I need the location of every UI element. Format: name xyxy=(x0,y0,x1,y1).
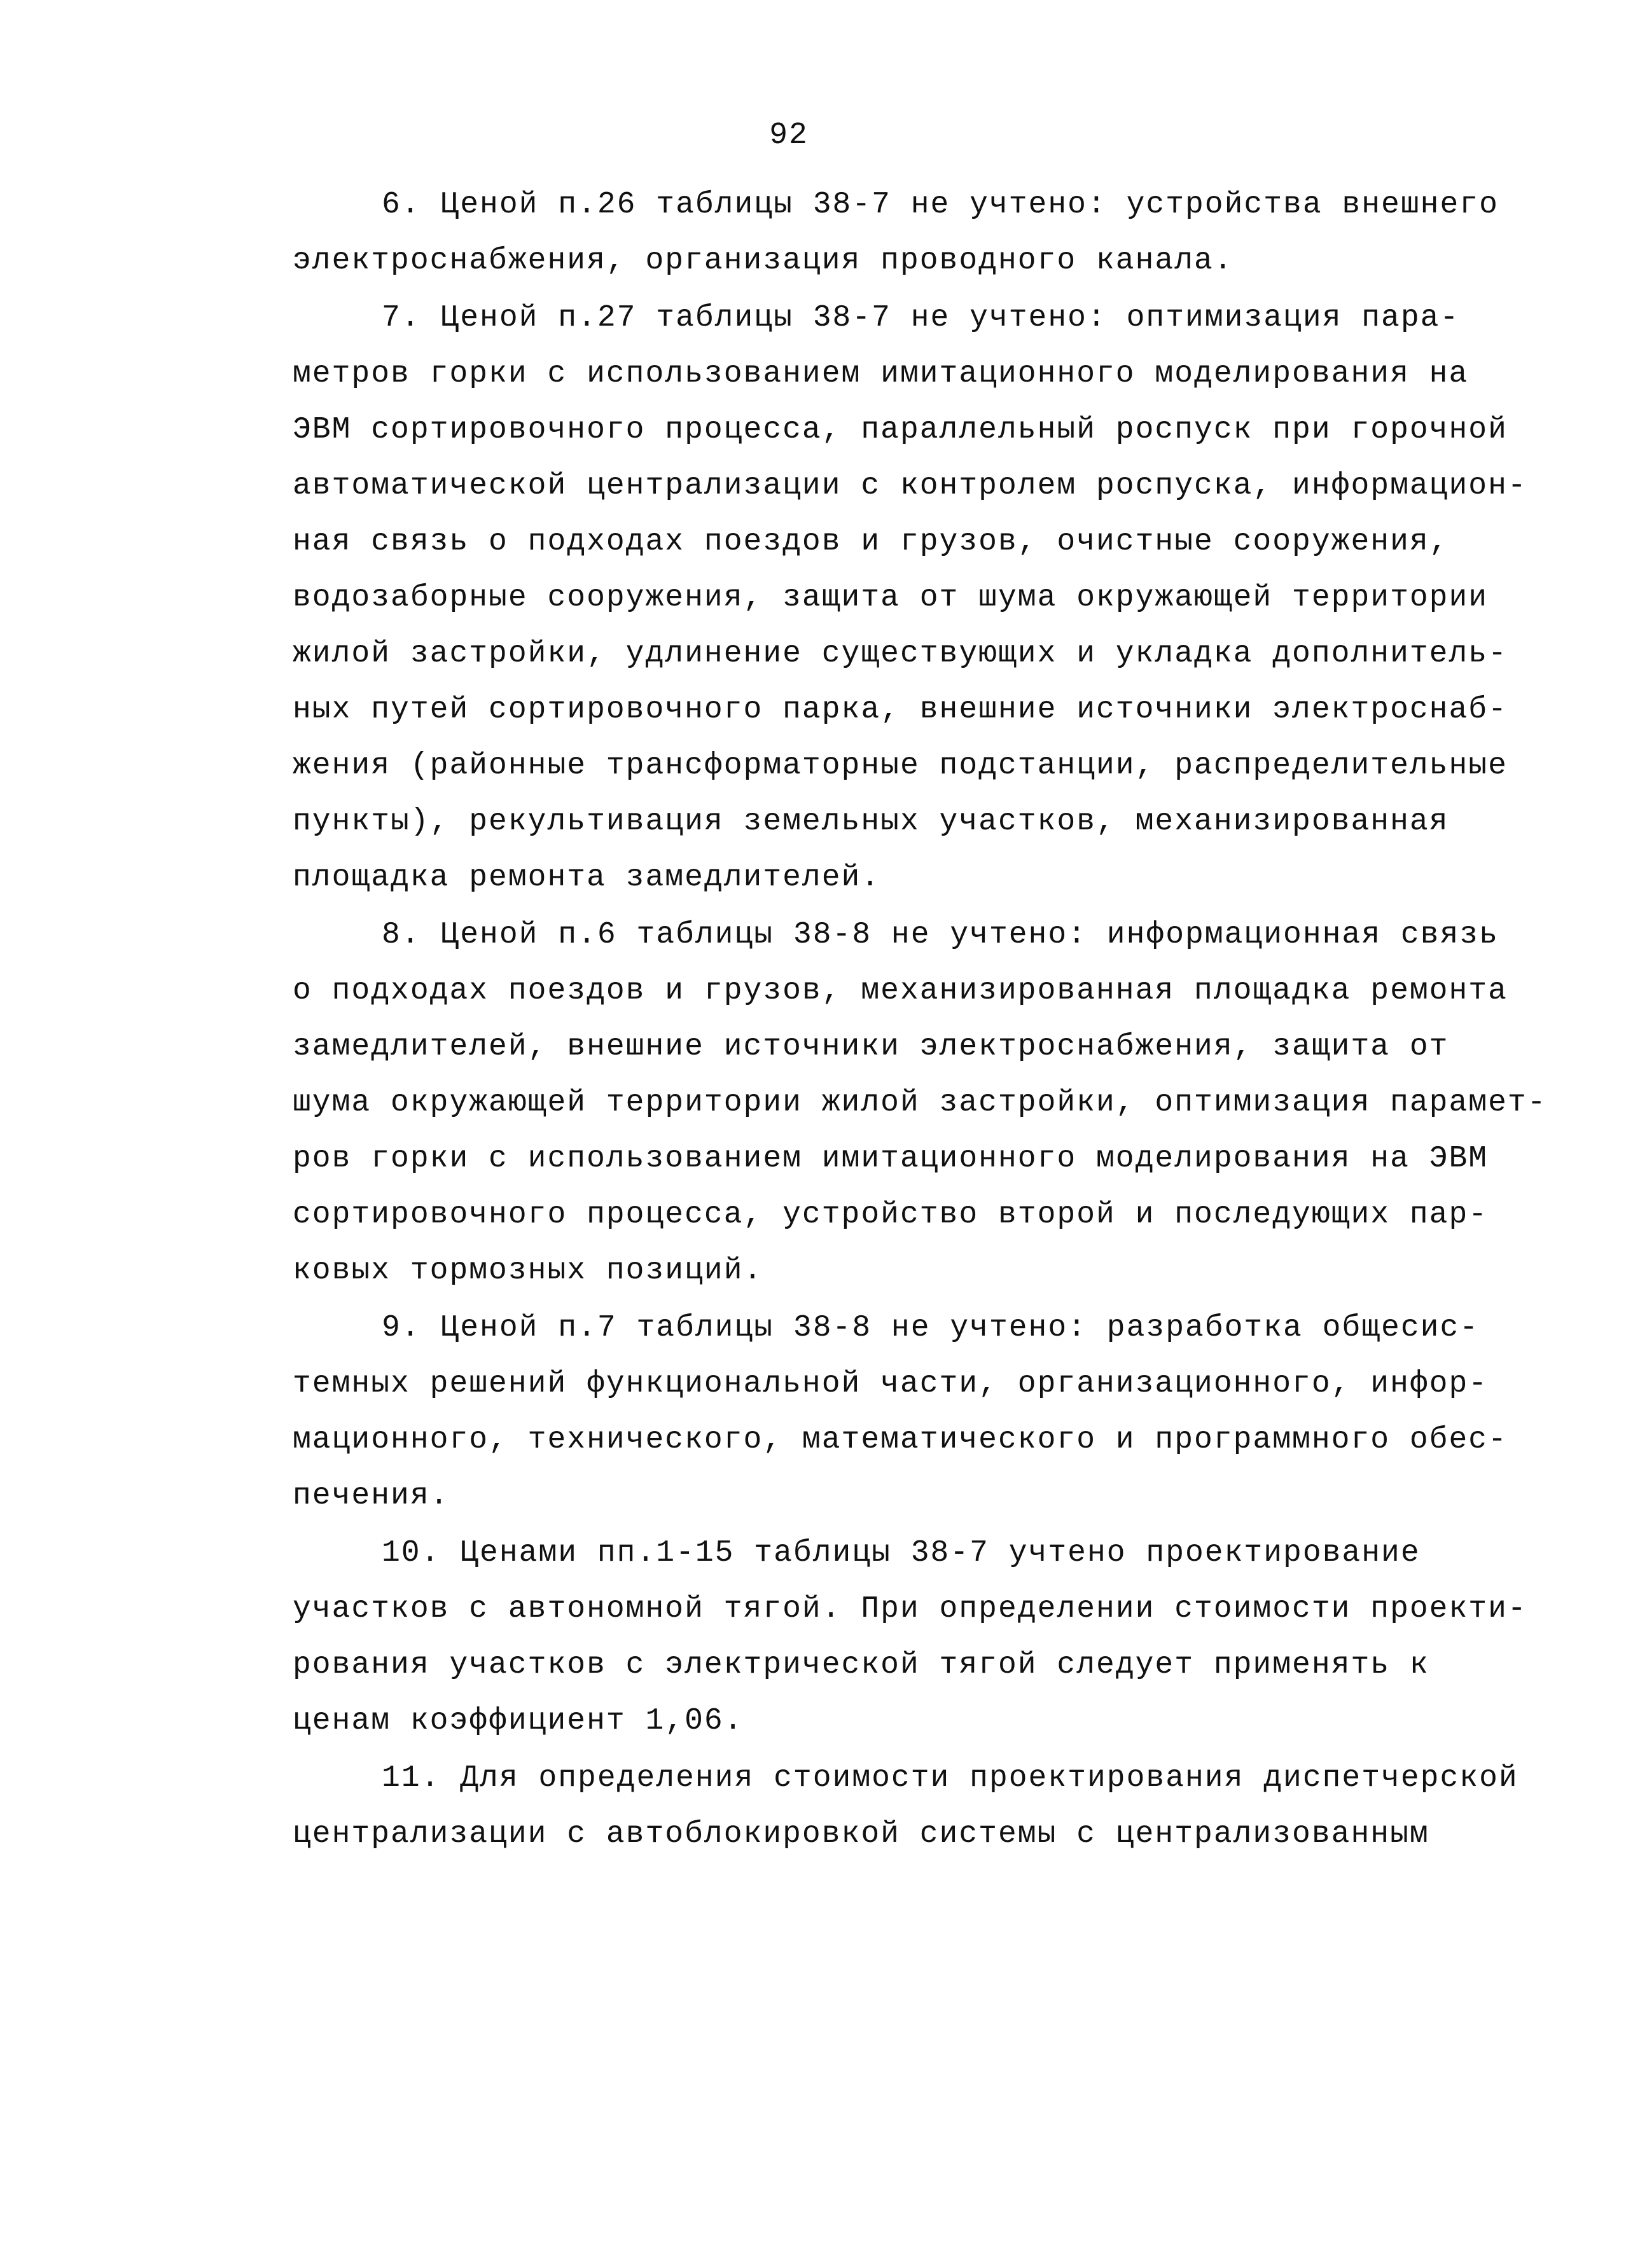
text-line: 11. Для определения стоимости проектирования диспетчерской xyxy=(382,1761,1518,1795)
text-line: 7. Ценой п.27 таблицы 38-7 не учтено: оптимизация пара- xyxy=(382,301,1460,335)
text-line: 9. Ценой п.7 таблицы 38-8 не учтено: разработка общесис- xyxy=(382,1311,1480,1345)
text-line: сортировочного процесса, устройство второй и последующих пар- xyxy=(293,1198,1489,1232)
text-line: ЭВМ сортировочного процесса, параллельный роспуск при горочной xyxy=(293,413,1508,447)
text-line: жения (районные трансформаторные подстанции, распределительные xyxy=(293,749,1508,783)
text-line: печения. xyxy=(293,1479,450,1513)
text-line: водозаборные сооружения, защита от шума окружающей территории xyxy=(293,581,1489,615)
text-line: рования участков с электрической тягой следует применять к xyxy=(293,1648,1429,1682)
text-line: мационного, технического, математического и программного обес- xyxy=(293,1423,1508,1457)
text-line: пункты), рекультивация земельных участков, механизированная xyxy=(293,805,1449,839)
text-line: шума окружающей территории жилой застройки, оптимизация парамет- xyxy=(293,1086,1547,1120)
text-line: электроснабжения, организация проводного канала. xyxy=(293,244,1233,278)
text-line: централизации с автоблокировкой системы с централизованным xyxy=(293,1817,1429,1851)
text-line: площадка ремонта замедлителей. xyxy=(293,861,881,895)
text-line: жилой застройки, удлинение существующих и укладка дополнитель- xyxy=(293,637,1508,671)
text-line: автоматической централизации с контролем роспуска, информацион- xyxy=(293,469,1527,503)
text-line: замедлителей, внешние источники электроснабжения, защита от xyxy=(293,1030,1449,1064)
text-line: 10. Ценами пп.1-15 таблицы 38-7 учтено проектирование xyxy=(382,1536,1421,1570)
page-number: 92 xyxy=(769,118,809,153)
text-line: 8. Ценой п.6 таблицы 38-8 не учтено: информационная связь xyxy=(382,918,1499,952)
text-line: ных путей сортировочного парка, внешние источники электроснаб- xyxy=(293,693,1508,727)
text-line: о подходах поездов и грузов, механизированная площадка ремонта xyxy=(293,974,1508,1008)
text-line: ценам коэффициент 1,06. xyxy=(293,1704,744,1738)
text-line: участков с автономной тягой. При определении стоимости проекти- xyxy=(293,1592,1527,1626)
text-line: ковых тормозных позиций. xyxy=(293,1254,763,1288)
text-line: ров горки с использованием имитационного моделирования на ЭВМ xyxy=(293,1142,1489,1176)
text-line: 6. Ценой п.26 таблицы 38-7 не учтено: устройства внешнего xyxy=(382,188,1499,222)
text-line: метров горки с использованием имитационного моделирования на xyxy=(293,357,1469,391)
text-line: темных решений функциональной части, организационного, инфор- xyxy=(293,1367,1489,1401)
text-line: ная связь о подходах поездов и грузов, очистные сооружения, xyxy=(293,525,1449,559)
